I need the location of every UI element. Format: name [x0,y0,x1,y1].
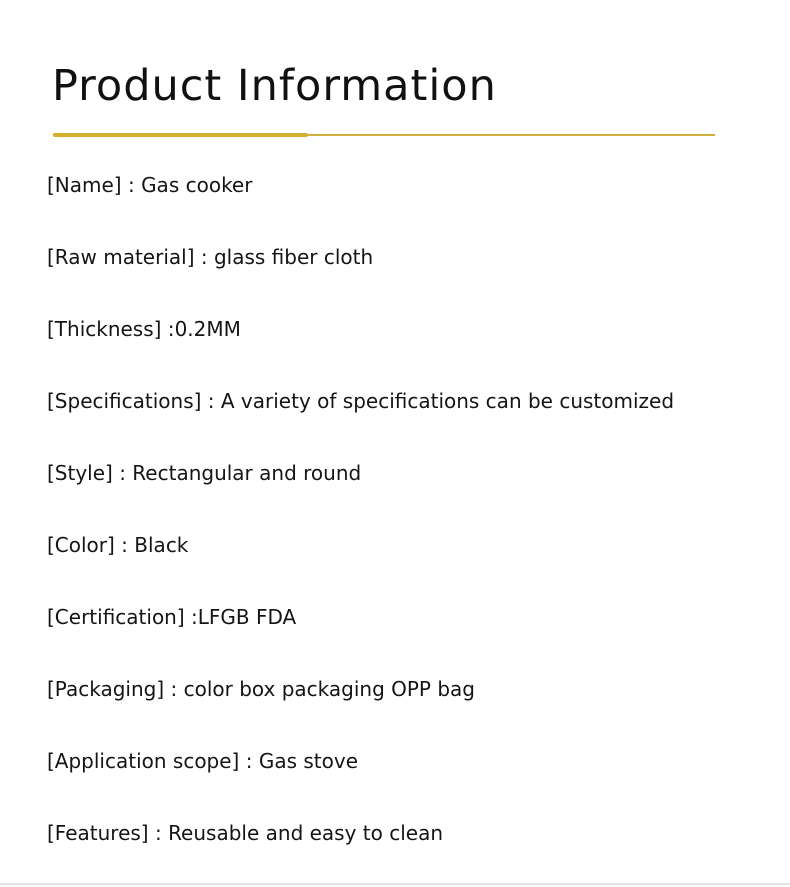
info-separator: : [112,461,133,485]
info-separator: : [184,605,198,629]
info-row-name [47,167,674,239]
info-row-color [47,527,674,599]
info-separator: : [164,677,184,701]
info-row-features [47,815,674,887]
title-divider [53,134,715,136]
info-label: [Features] [47,821,149,845]
info-row-application-scope [47,743,674,815]
info-value: 0.2MM [174,317,241,341]
info-separator: : [114,533,135,557]
info-label: [Style] [47,461,113,485]
info-value: Rectangular and round [132,461,362,485]
info-value: A variety of specifications can be customized [220,389,675,413]
info-value: Reusable and easy to clean [168,821,444,845]
info-label: [Application scope] [47,749,240,773]
info-row-specifications [47,383,674,455]
info-label: [Color] [47,533,115,557]
info-separator: : [194,245,214,269]
info-label: [Specifications] [47,389,202,413]
page-title: Product Information [52,61,497,111]
info-separator: : [201,389,221,413]
info-value: Gas stove [258,749,358,773]
info-value: color box packaging OPP bag [183,677,475,701]
info-label: [Certification] [47,605,185,629]
info-separator: : [121,173,142,197]
info-value: Gas cooker [141,173,253,197]
info-label: [Name] [47,173,122,197]
info-value: Black [134,533,189,557]
info-label: [Packaging] [47,677,165,701]
info-row-certification [47,599,674,671]
info-value: glass fiber cloth [213,245,374,269]
info-label: [Raw material] [47,245,195,269]
info-row-raw-material [47,239,674,311]
info-label: [Thickness] [47,317,162,341]
title-divider-accent [53,133,308,137]
info-row-style [47,455,674,527]
info-separator: : [239,749,259,773]
info-separator: : [161,317,175,341]
product-info-list [47,167,674,887]
info-separator: : [148,821,169,845]
info-value: LFGB FDA [197,605,297,629]
info-row-packaging [47,671,674,743]
info-row-thickness [47,311,674,383]
